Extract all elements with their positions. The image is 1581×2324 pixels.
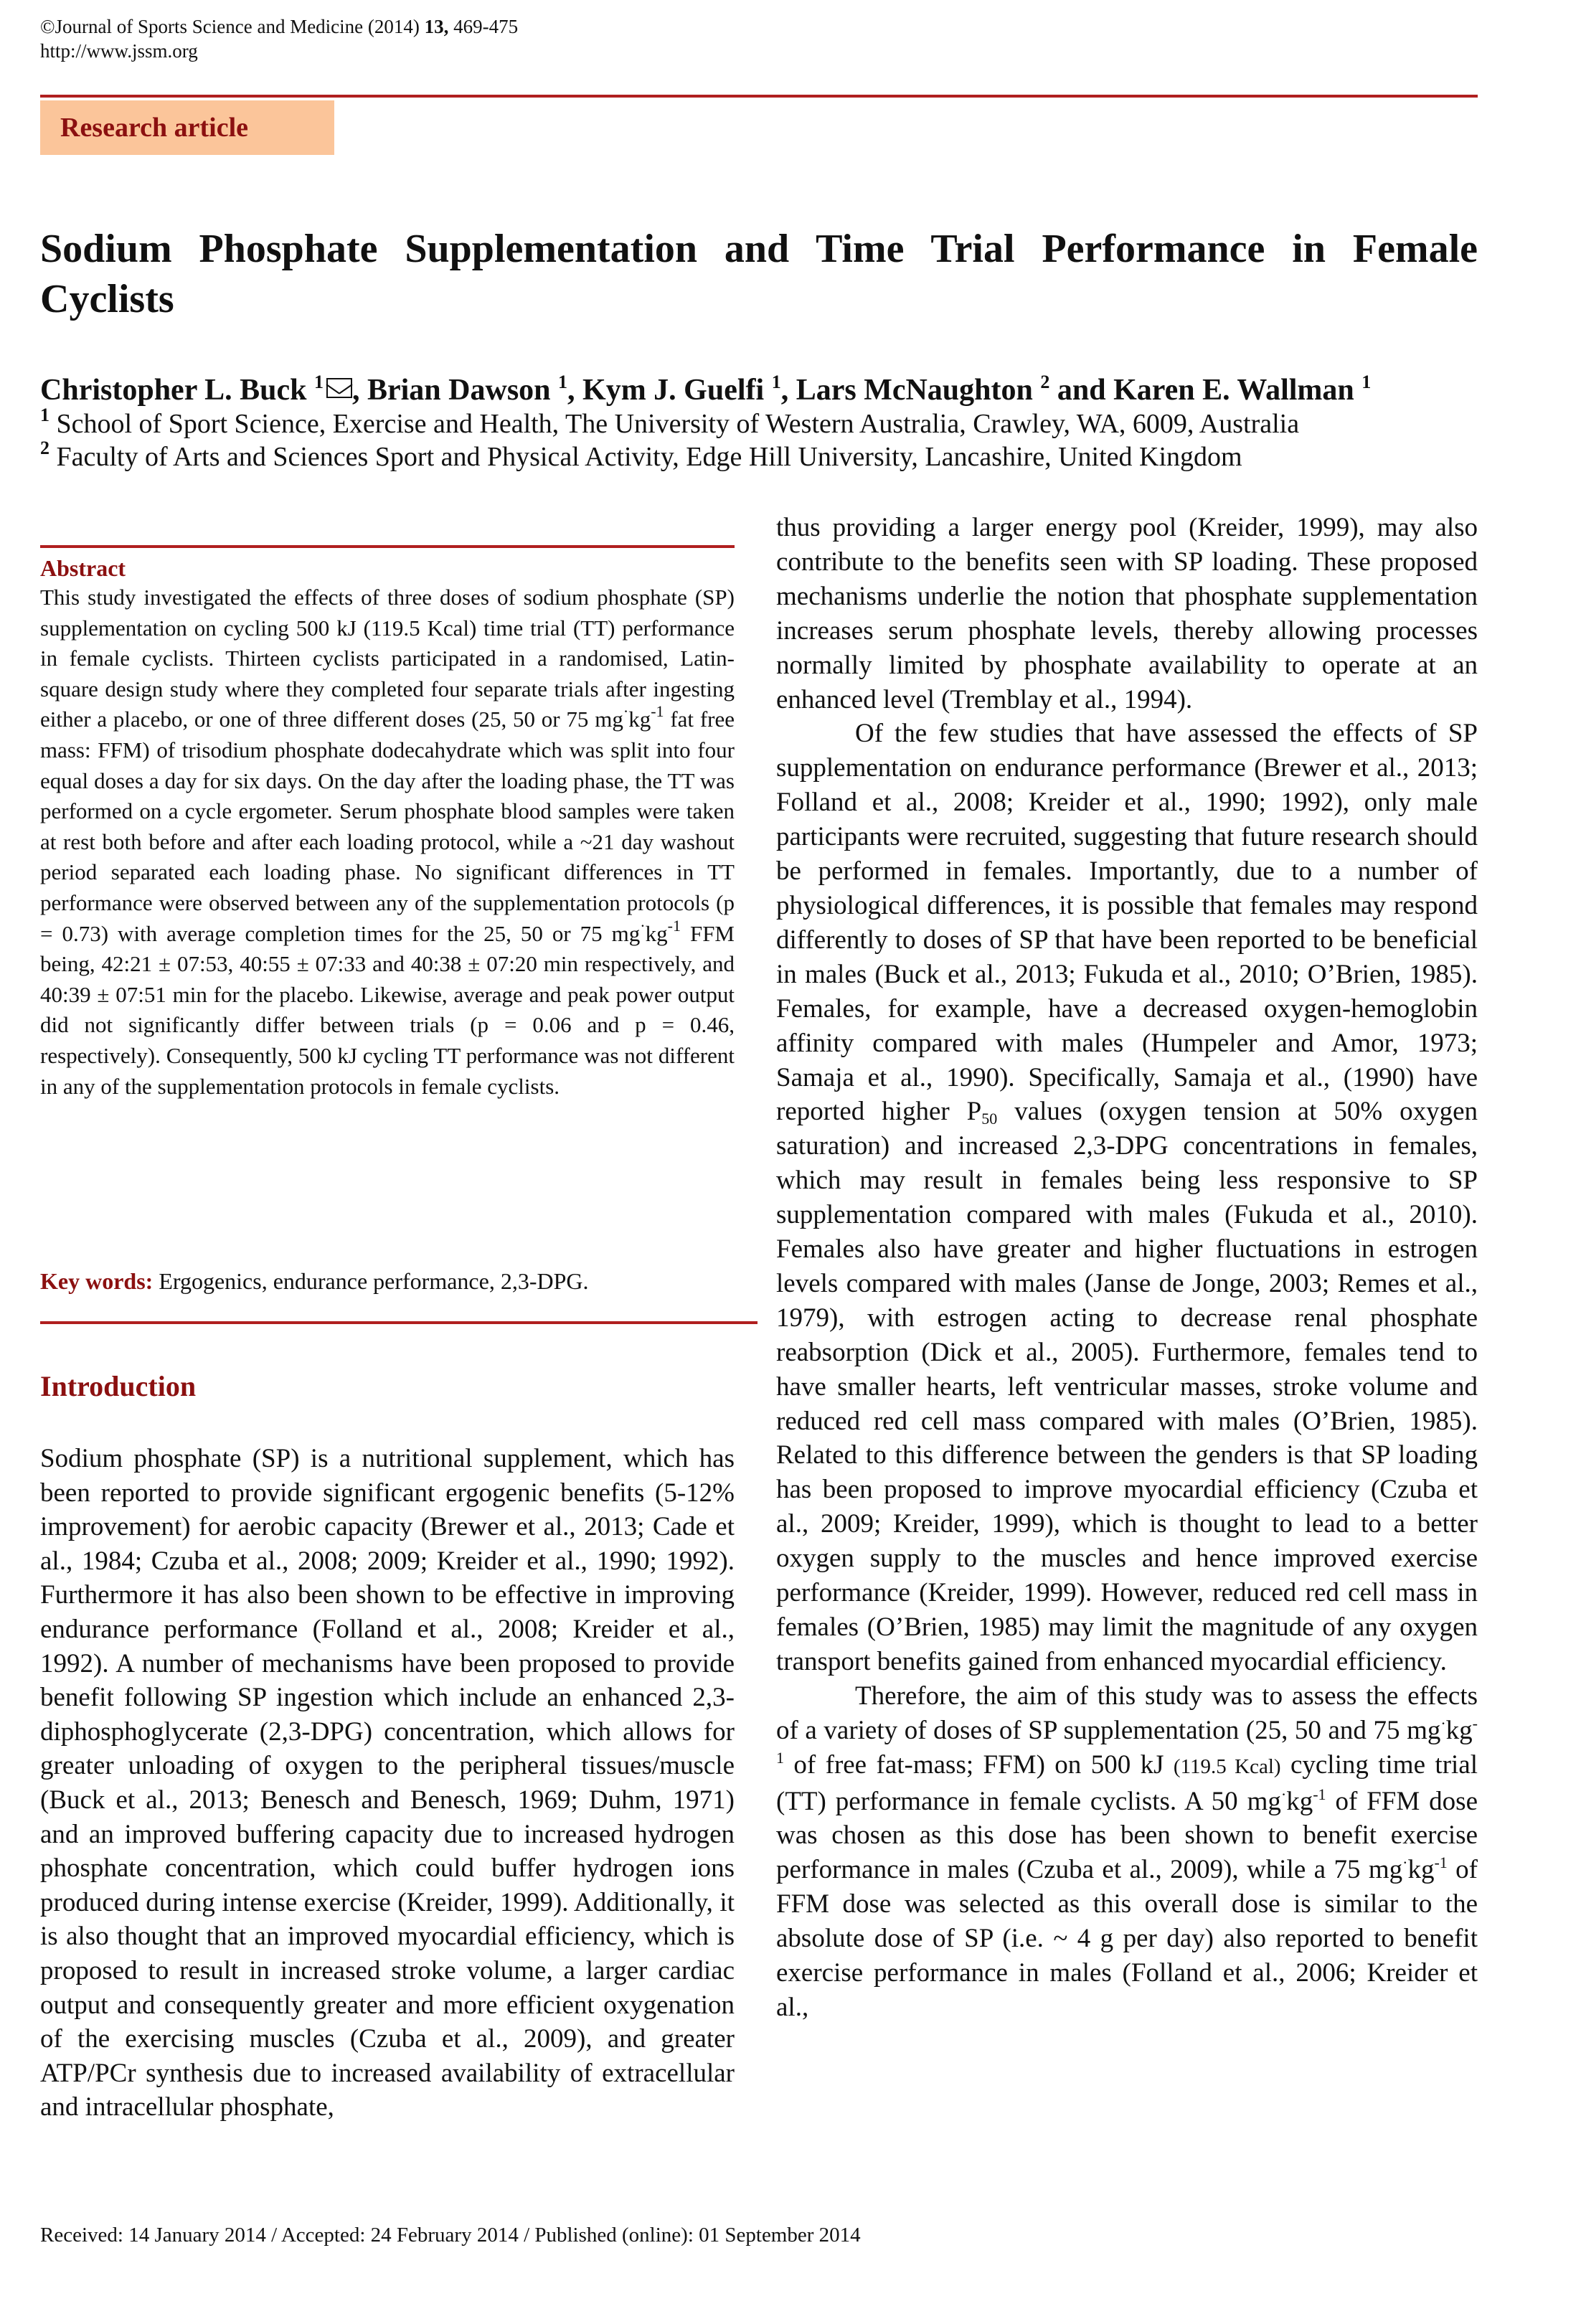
journal-url[interactable]: http://www.jssm.org: [40, 40, 198, 62]
mail-icon[interactable]: [326, 378, 352, 398]
author-affil-mark: 1: [313, 372, 324, 392]
journal-volume: 13,: [424, 16, 449, 37]
affiliation-mark: 1: [40, 405, 49, 425]
journal-citation: ©Journal of Sports Science and Medicine (2014) 13, 469-475: [40, 16, 519, 37]
abstract-text: This study investigated the effects of three doses of sodium phosphate (SP) supplementation on cycling 500 kJ (119.5 Kcal) time trial (TT) performance in female cyclists. Thirteen cyclists participated in a randomised, Latin-square design study where they completed four separate trials after ingesting either a placebo, or one of three different doses (25, 50 or 75 $mg^\cdot kg^{-1}$ fat free mass: FFM) of trisodium phosphate dodecahydrate which was split into four equal doses a day for six days. On the day after the loading phase, the TT was performed on a cycle ergometer. Serum phosphate blood samples were taken at rest both before and after each loading protocol, while a ~21 day washout period separated each loading phase. No significant differences in TT performance were observed between any of the supplementation protocols (p = 0.73) with average completion times for the 25, 50 or 75 $mg^\cdot kg^{-1}$ FFM being, 42:21 ± 07:53, 40:55 ± 07:33 and 40:38 ± 07:20 min respectively, and 40:39 ± 07:51 min for the placebo. Likewise, average and peak power output did not significantly differ between trials (p = 0.06 and p = 0.46, respectively). Consequently, 500 kJ cycling TT performance was not different in any of the supplementation protocols in female cyclists.: [40, 585, 735, 1099]
author-affil-mark: 1: [558, 372, 568, 392]
superscript-exponent: -1: [667, 916, 681, 935]
intro-column-right: [776, 511, 1478, 2025]
publication-dates: Received: 14 January 2014 / Accepted: 24 February 2014 / Published (online): 01 September 2014: [40, 2224, 861, 2247]
subscript: 50: [981, 1110, 998, 1128]
author-list: Christopher L. Buck $^1$ , Brian Dawson $^1$, Kym J. Guelfi $^1$, Lars McNaughton $^2$ and Karen E. Wallman $^1$: [40, 372, 1372, 407]
dot-operator: ·: [623, 702, 629, 721]
dot-operator: ·: [1402, 1853, 1408, 1872]
superscript-exponent: -1: [1434, 1853, 1448, 1872]
abstract-top-rule: [40, 545, 735, 548]
author-name: Christopher L. Buck: [40, 374, 307, 407]
keywords-text: Ergogenics, endurance performance, 2,3-DPG.: [159, 1268, 589, 1294]
article-type-badge: Research article: [40, 100, 334, 155]
author-affil-mark: 2: [1040, 372, 1050, 392]
author-and: and: [1057, 374, 1106, 407]
keywords: [40, 1267, 735, 1295]
dot-operator: ·: [1440, 1714, 1446, 1732]
superscript-exponent: -1: [651, 702, 664, 721]
author-name: Lars McNaughton: [796, 374, 1033, 407]
affiliation-text: Faculty of Arts and Sciences Sport and Physical Activity, Edge Hill University, Lancashire, United Kingdom: [56, 442, 1242, 472]
affiliation: [40, 440, 1504, 473]
affiliation-text: School of Sport Science, Exercise and Health, The University of Western Australia, Crawley, WA, 6009, Australia: [56, 409, 1300, 439]
dot-operator: ·: [640, 916, 646, 935]
intro-paragraph: Therefore, the aim of this study was to assess the effects of a variety of doses of SP supplementation (25, 50 and 75 $mg^\cdot kg^{-1}$ of free fat-mass; FFM) on 500 kJ (119.5 Kcal) cycling time trial (TT) performance in female cyclists. A 50 $mg^\cdot kg^{-1}$ of FFM dose was chosen as this dose has been shown to benefit exercise performance in males (Czuba et al., 2009), while a 75 $mg^\cdot kg^{-1}$ of FFM dose was selected as this overall dose is similar to the absolute dose of SP (i.e. ~ 4 g per day) also reported to benefit exercise performance in males (Folland et al., 2006; Kreider et al.,: [776, 1681, 1478, 2022]
author-name: Brian Dawson: [367, 374, 551, 407]
section-heading-introduction: Introduction: [40, 1370, 197, 1402]
author-name: Kym J. Guelfi: [582, 374, 765, 407]
affiliation-mark: 2: [40, 438, 49, 458]
keywords-label: Key words:: [40, 1268, 154, 1294]
author-affil-mark: 1: [771, 372, 781, 392]
intro-paragraph: Sodium phosphate (SP) is a nutritional supplement, which has been reported to provide significant ergogenic benefits (5-12% improvement) for aerobic capacity (Brewer et al., 2013; Cade et al., 1984; Czuba et al., 2008; 2009; Kreider et al., 1990; 1992). Furthermore it has also been shown to be effective in improving endurance performance (Folland et al., 2008; Kreider et al., 1992). A number of mechanisms have been proposed to provide benefit following SP ingestion which include an enhanced 2,3-diphosphoglycerate (2,3-DPG) concentration, which allows for greater unloading of oxygen to the peripheral tissues/muscle (Buck et al., 2013; Benesch and Benesch, 1969; Duhm, 1971) and an improved buffering capacity due to increased hydrogen phosphate concentration, which could buffer hydrogen ions produced during intense exercise (Kreider, 1999). Additionally, it is also thought that an improved myocardial efficiency, which is proposed to result in increased stroke volume, a larger cardiac output and consequently greater and more efficient oxygenation of the exercising muscles (Czuba et al., 2009), and greater ATP/PCr synthesis due to increased availability of extracellular and intracellular phosphate,: [40, 1444, 735, 2122]
abstract-heading: Abstract: [40, 555, 126, 581]
energy-kcal: (119.5 Kcal): [1173, 1754, 1281, 1778]
dot-operator: ·: [1280, 1785, 1287, 1803]
author-affil-mark: 1: [1361, 372, 1372, 392]
intro-paragraph: thus providing a larger energy pool (Kreider, 1999), may also contribute to the benefits seen with SP loading. These proposed mechanisms underlie the notion that phosphate supplementation increases serum phosphate levels, thereby allowing processes normally limited by phosphate availability to operate at an enhanced level (Tremblay et al., 1994).: [776, 513, 1478, 714]
header-rule: [40, 95, 1478, 98]
article-title: Sodium Phosphate Supplementation and Time Trial Performance in Female Cyclists: [40, 227, 1478, 321]
author-name: Karen E. Wallman: [1113, 374, 1354, 407]
superscript-exponent: -1: [1313, 1785, 1326, 1803]
affiliation: [40, 407, 1504, 440]
intro-column-left: [40, 1442, 735, 2125]
journal-pages: 469-475: [453, 16, 519, 37]
intro-paragraph: Of the few studies that have assessed the effects of SP supplementation on endurance performance (Brewer et al., 2013; Folland et al., 2008; Kreider et al., 1990; 1992), only male participants were recruited, suggesting that future research should be performed in females. Importantly, due to a number of physiological differences, it is possible that females may respond differently to doses of SP that have been reported to be beneficial in males (Buck et al., 2013; Fukuda et al., 2010; O’Brien, 1985). Females, for example, have a decreased oxygen-hemoglobin affinity compared with males (Humpeler and Amor, 1973; Samaja et al., 1990). Specifically, Samaja et al., (1990) have reported higher $P_{50}$ values (oxygen tension at 50% oxygen saturation) and increased 2,3-DPG concentrations in females, which may result in females being less responsive to SP supplementation compared with males (Fukuda et al., 2010). Females also have greater and higher fluctuations in estrogen levels compared with males (Janse de Jonge, 2003; Remes et al., 1979), with estrogen acting to decrease renal phosphate reabsorption (Dick et al., 2005). Furthermore, females tend to have smaller hearts, left ventricular masses, stroke volume and reduced red cell mass compared with males (O’Brien, 1985). Related to this difference between the genders is that SP loading has been proposed to improve myocardial efficiency (Czuba et al., 2009; Kreider, 1999), which is thought to lead to a better oxygen supply to the muscles and hence improved exercise performance (Kreider, 1999). However, reduced red cell mass in females (O’Brien, 1985) may limit the magnitude of any oxygen transport benefits gained from enhanced myocardial efficiency.: [776, 719, 1478, 1676]
abstract-bottom-rule: [40, 1321, 758, 1324]
superscript-exponent: -1: [776, 1714, 1478, 1767]
